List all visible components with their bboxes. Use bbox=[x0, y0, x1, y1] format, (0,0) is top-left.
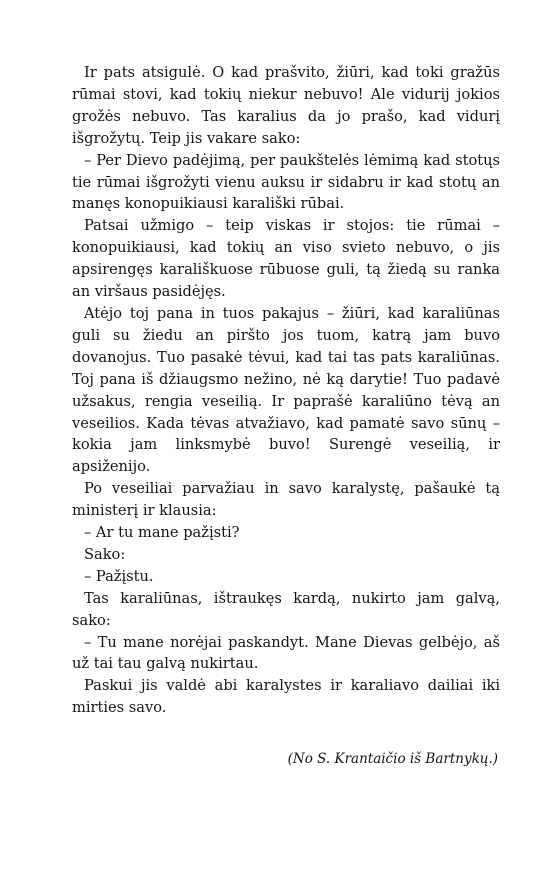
paragraph-11: Paskui jis valdė abi karalystes ir karaliavo dailiai iki mirties savo. bbox=[72, 677, 500, 717]
paragraph-2: – Per Dievo padėjimą, per paukštelės lėmimą kad stotųs tie rūmai išgrožyti vienu auksu ir sidabru ir kad stotų an manęs konopuikiausi karališki rūbai. bbox=[72, 151, 500, 213]
paragraph-9: Tas karaliūnas, ištraukęs kardą, nukirto jam galvą, sako: bbox=[72, 589, 500, 629]
paragraph-5: Po veseiliai parvažiau in savo karalystę, pašaukė tą ministerį ir klausia: bbox=[72, 480, 500, 520]
paragraph-10: – Tu mane norėjai paskandyt. Mane Dievas gelbėjo, aš už tai tau galvą nukirtau. bbox=[72, 633, 500, 673]
source-attribution: (No S. Krantaičio iš Bartnykų.) bbox=[287, 751, 498, 767]
paragraph-8: – Pažįstu. bbox=[84, 567, 154, 585]
paragraph-3: Patsai užmigo – teip viskas ir stojos: tie rūmai – konopuikiausi, kad tokių an viso svieto nebuvo, o jis apsirengęs karališkuose rūbuose guli, tą žiedą su ranka an viršaus pasidėjęs. bbox=[72, 217, 500, 301]
paragraph-1: Ir pats atsigulė. O kad prašvito, žiūri, kad toki gražūs rūmai stovi, kad tokių niekur nebuvo! Ale vidurij jokios grožės nebuvo. Tas karalius da jo prašo, kad vidurį išgrožytų. Teip jis vakare sako: bbox=[72, 64, 500, 147]
story-text bbox=[72, 62, 500, 719]
paragraph-4: Atėjo toj pana in tuos pakajus – žiūri, kad karaliūnas guli su žiedu an piršto jos tuom, katrą jam buvo dovanojus. Tuo pasakė tėvui, kad tai tas pats karaliūnas. Toj pana iš džiaugsmo nežino, nė ką darytie! Tuo padavė užsakus, rengia veseilią. Ir paprašė karaliūno tėvą an veseilios. Kada tėvas atvažiavo, kad pamatė savo sūnų – kokia jam linksmybė buvo! Surengė veseilią, ir apsiženijo. bbox=[72, 304, 500, 476]
paragraph-7: Sako: bbox=[84, 545, 126, 563]
paragraph-6: – Ar tu mane pažįsti? bbox=[84, 524, 240, 542]
